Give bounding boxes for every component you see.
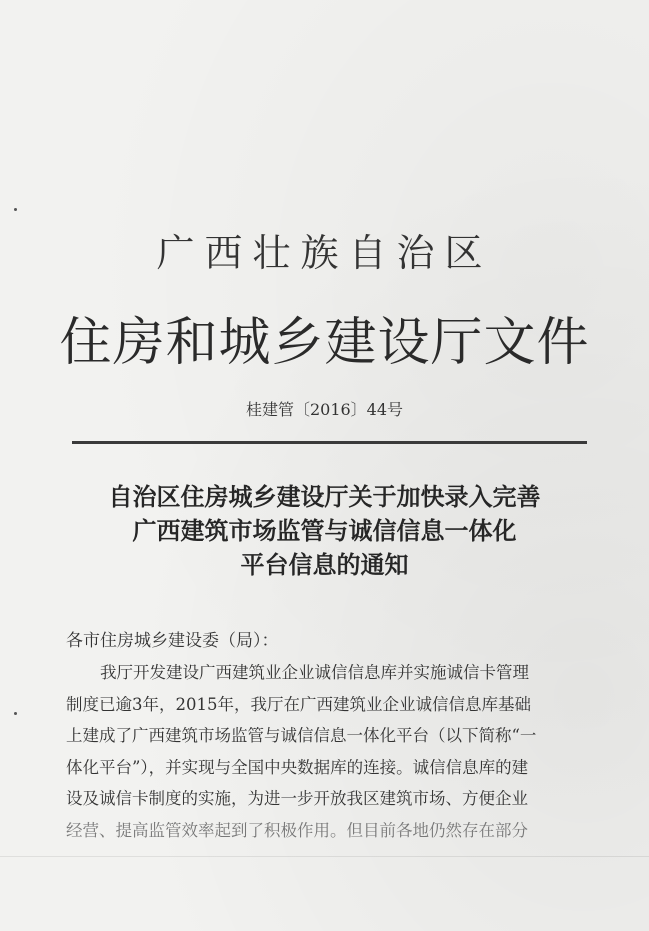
body-line: 经营、提高监管效率起到了积极作用。但目前各地仍然存在部分 <box>66 820 528 840</box>
body-line: 上建成了广西建筑市场监管与诚信信息一体化平台（以下简称“一 <box>66 726 537 745</box>
title-line: 自治区住房城乡建设厅关于加快录入完善 <box>108 483 541 511</box>
body-paragraph <box>66 657 596 846</box>
document-title <box>0 480 649 582</box>
scan-speck <box>14 712 17 715</box>
document-number: 桂建管〔2016〕44号 <box>245 400 404 419</box>
scan-speck <box>14 208 17 211</box>
body-line: 设及诚信卡制度的实施，为进一步开放我区建筑市场、方便企业 <box>66 789 528 808</box>
scan-artifact <box>0 856 649 857</box>
issuer-region: 广西壮族自治区 <box>156 231 493 275</box>
title-line: 平台信息的通知 <box>240 551 409 579</box>
body-line: 我厅开发建设广西建筑业企业诚信信息库并实施诚信卡管理 <box>100 663 529 682</box>
addressee: 各市住房城乡建设委（局）： <box>66 631 279 651</box>
body-line: 体化平台”），并实现与全国中央数据库的连接。诚信信息库的建 <box>66 757 529 777</box>
body-line: 制度已逾3年，2015年，我厅在广西建筑业企业诚信信息库基础 <box>66 694 531 714</box>
issuer-name: 住房和城乡建设厅文件 <box>59 313 590 373</box>
title-line: 广西建筑市场监管与诚信信息一体化 <box>132 517 517 545</box>
header-divider <box>72 441 587 444</box>
